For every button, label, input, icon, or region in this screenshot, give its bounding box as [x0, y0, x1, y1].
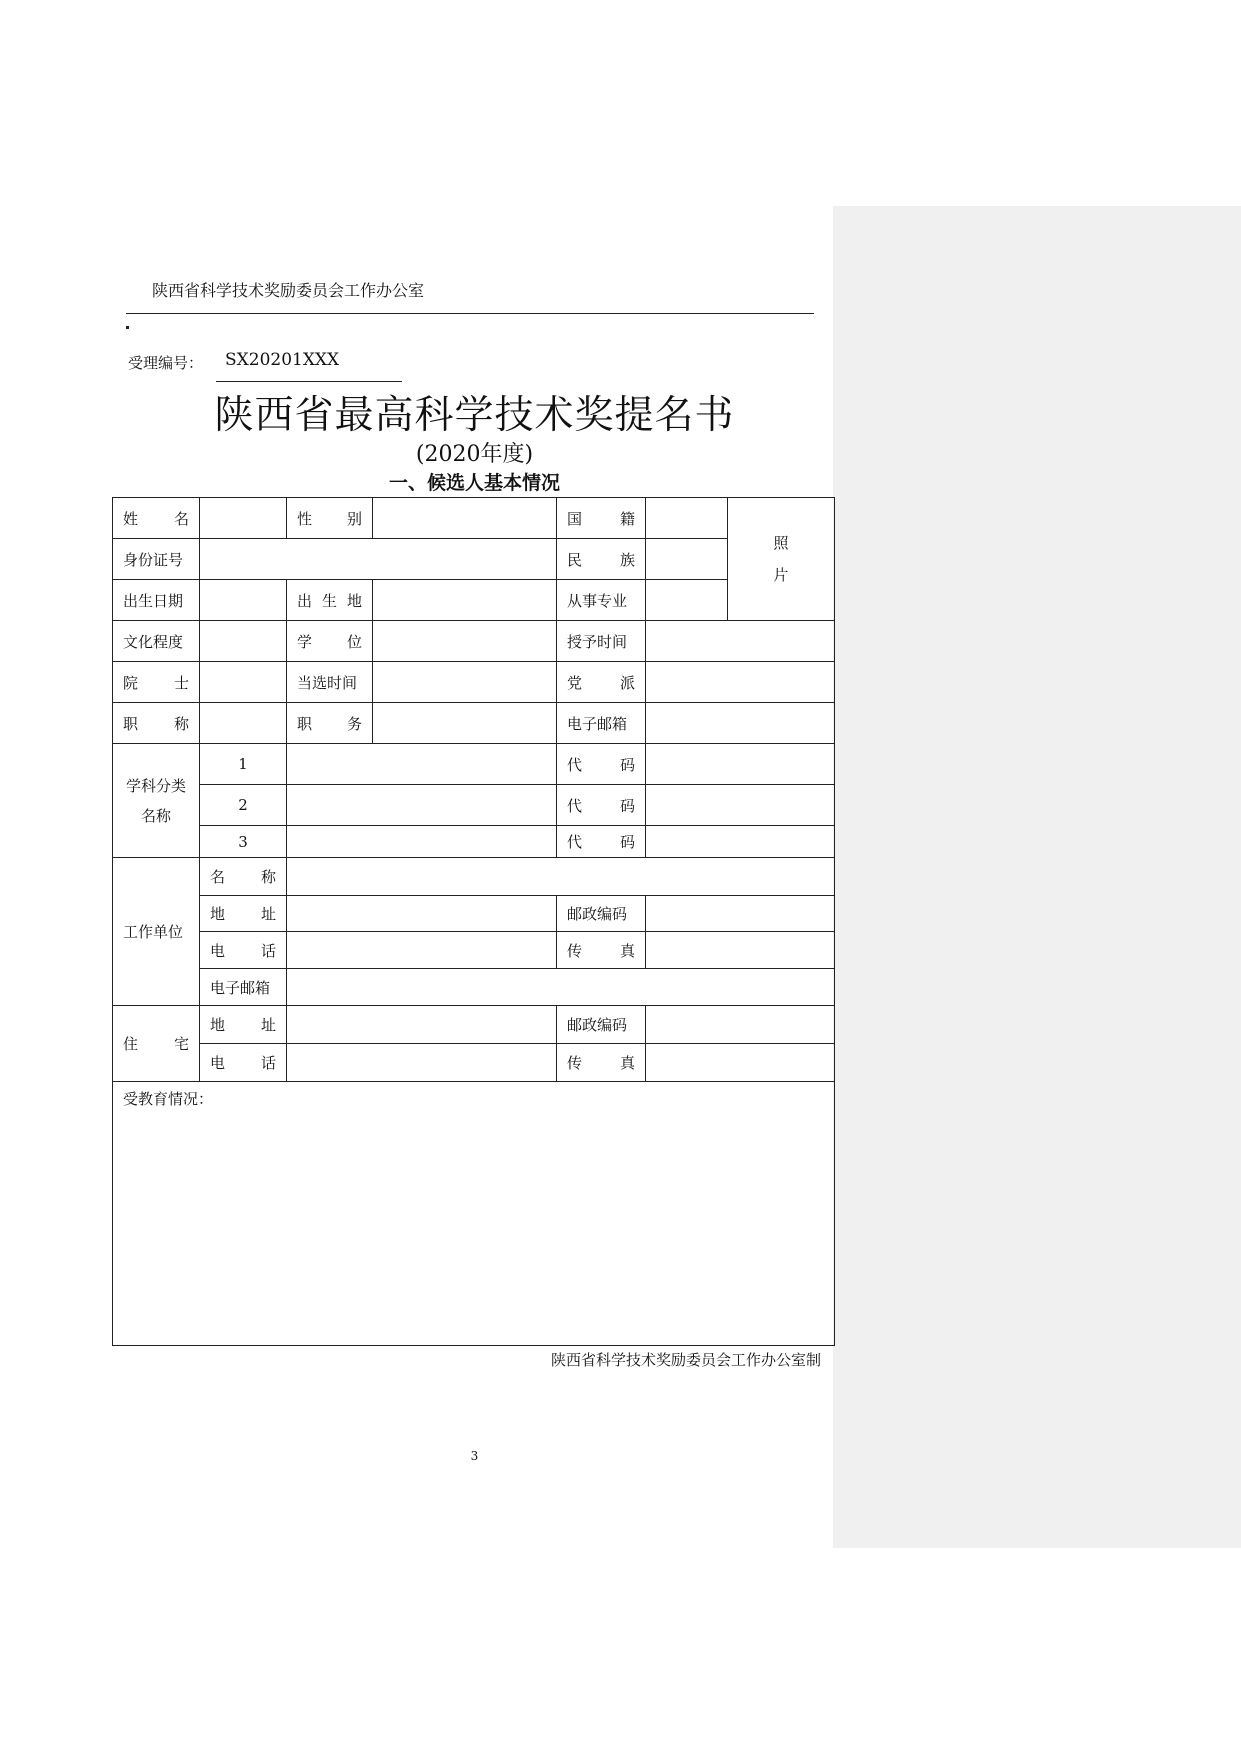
value-home-phone[interactable] — [287, 1044, 557, 1082]
discipline-index: 1 — [200, 744, 287, 785]
accept-number-underline — [216, 381, 402, 382]
table-row — [113, 1082, 835, 1346]
value-elected-time[interactable] — [373, 662, 557, 703]
table-row — [113, 662, 835, 703]
value-academician[interactable] — [200, 662, 287, 703]
table-row — [113, 1044, 835, 1082]
label-home-fax: 传 真 — [557, 1044, 646, 1082]
label-education-level: 文化程度 — [113, 621, 200, 662]
value-birth-place[interactable] — [373, 580, 557, 621]
value-home-postcode[interactable] — [646, 1006, 835, 1044]
value-discipline-1[interactable] — [287, 744, 557, 785]
table-row — [113, 621, 835, 662]
photo-cell[interactable]: 照 片 — [728, 498, 835, 621]
label-party: 党 派 — [557, 662, 646, 703]
value-unit-phone[interactable] — [287, 932, 557, 969]
label-gender: 性 别 — [287, 498, 373, 539]
label-code: 代 码 — [557, 744, 646, 785]
label-degree: 学 位 — [287, 621, 373, 662]
value-code-3[interactable] — [646, 826, 835, 858]
accept-number-value[interactable]: SX20201XXX — [225, 350, 340, 370]
label-code: 代 码 — [557, 826, 646, 858]
label-birth-date: 出生日期 — [113, 580, 200, 621]
value-name[interactable] — [200, 498, 287, 539]
value-unit-fax[interactable] — [646, 932, 835, 969]
header-organization: 陕西省科学技术奖励委员会工作办公室 — [152, 281, 425, 300]
label-birth-place: 出 生 地 — [287, 580, 373, 621]
table-row — [113, 498, 835, 539]
label-unit-address: 地 址 — [200, 896, 287, 932]
value-party[interactable] — [646, 662, 835, 703]
table-row — [113, 826, 835, 858]
label-unit-phone: 电 话 — [200, 932, 287, 969]
label-unit-name: 名 称 — [200, 858, 287, 896]
label-home-address: 地 址 — [200, 1006, 287, 1044]
value-title-rank[interactable] — [200, 703, 287, 744]
section-title: 一、候选人基本情况 — [388, 472, 560, 494]
value-education-level[interactable] — [200, 621, 287, 662]
value-home-address[interactable] — [287, 1006, 557, 1044]
label-grant-time: 授予时间 — [557, 621, 646, 662]
label-unit-fax: 传 真 — [557, 932, 646, 969]
label-id-card: 身份证号 — [113, 539, 200, 580]
document-year: (2020年度) — [415, 442, 534, 467]
label-nationality: 国 籍 — [557, 498, 646, 539]
table-row — [113, 580, 835, 621]
table-row — [113, 703, 835, 744]
label-discipline: 学科分类 名称 — [113, 744, 200, 858]
label-email: 电子邮箱 — [557, 703, 646, 744]
discipline-index: 2 — [200, 785, 287, 826]
value-gender[interactable] — [373, 498, 557, 539]
footer-organization: 陕西省科学技术奖励委员会工作办公室制 — [550, 1351, 821, 1369]
label-unit-email: 电子邮箱 — [200, 969, 287, 1006]
document-title: 陕西省最高科学技术奖提名书 — [214, 393, 735, 438]
value-nationality[interactable] — [646, 498, 728, 539]
value-ethnicity[interactable] — [646, 539, 728, 580]
label-residence: 住 宅 — [113, 1006, 200, 1082]
label-academician: 院 士 — [113, 662, 200, 703]
label-elected-time: 当选时间 — [287, 662, 373, 703]
value-discipline-2[interactable] — [287, 785, 557, 826]
value-degree[interactable] — [373, 621, 557, 662]
table-row — [113, 1006, 835, 1044]
table-row — [113, 896, 835, 932]
label-title-rank: 职 称 — [113, 703, 200, 744]
value-id-card[interactable] — [200, 539, 557, 580]
value-profession[interactable] — [646, 580, 728, 621]
value-email[interactable] — [646, 703, 835, 744]
value-home-fax[interactable] — [646, 1044, 835, 1082]
discipline-index: 3 — [200, 826, 287, 858]
value-code-1[interactable] — [646, 744, 835, 785]
label-name: 姓 名 — [113, 498, 200, 539]
table-row — [113, 969, 835, 1006]
header-rule — [126, 313, 814, 314]
table-row — [113, 932, 835, 969]
table-row — [113, 858, 835, 896]
page-number: 3 — [470, 1449, 479, 1463]
value-birth-date[interactable] — [200, 580, 287, 621]
label-position: 职 务 — [287, 703, 373, 744]
label-code: 代 码 — [557, 785, 646, 826]
label-profession: 从事专业 — [557, 580, 646, 621]
value-position[interactable] — [373, 703, 557, 744]
label-ethnicity: 民 族 — [557, 539, 646, 580]
label-home-phone: 电 话 — [200, 1044, 287, 1082]
label-unit-postcode: 邮政编码 — [557, 896, 646, 932]
value-unit-postcode[interactable] — [646, 896, 835, 932]
value-discipline-3[interactable] — [287, 826, 557, 858]
label-work-unit: 工作单位 — [113, 858, 200, 1006]
table-row — [113, 539, 835, 580]
value-unit-name[interactable] — [287, 858, 835, 896]
table-row — [113, 744, 835, 785]
education-history-cell[interactable]: 受教育情况： — [113, 1082, 835, 1346]
value-code-2[interactable] — [646, 785, 835, 826]
value-grant-time[interactable] — [646, 621, 835, 662]
label-home-postcode: 邮政编码 — [557, 1006, 646, 1044]
accept-number-label: 受理编号： — [128, 354, 204, 372]
value-unit-address[interactable] — [287, 896, 557, 932]
candidate-info-table — [112, 497, 835, 1346]
value-unit-email[interactable] — [287, 969, 835, 1006]
header-dot — [126, 326, 129, 329]
table-row — [113, 785, 835, 826]
